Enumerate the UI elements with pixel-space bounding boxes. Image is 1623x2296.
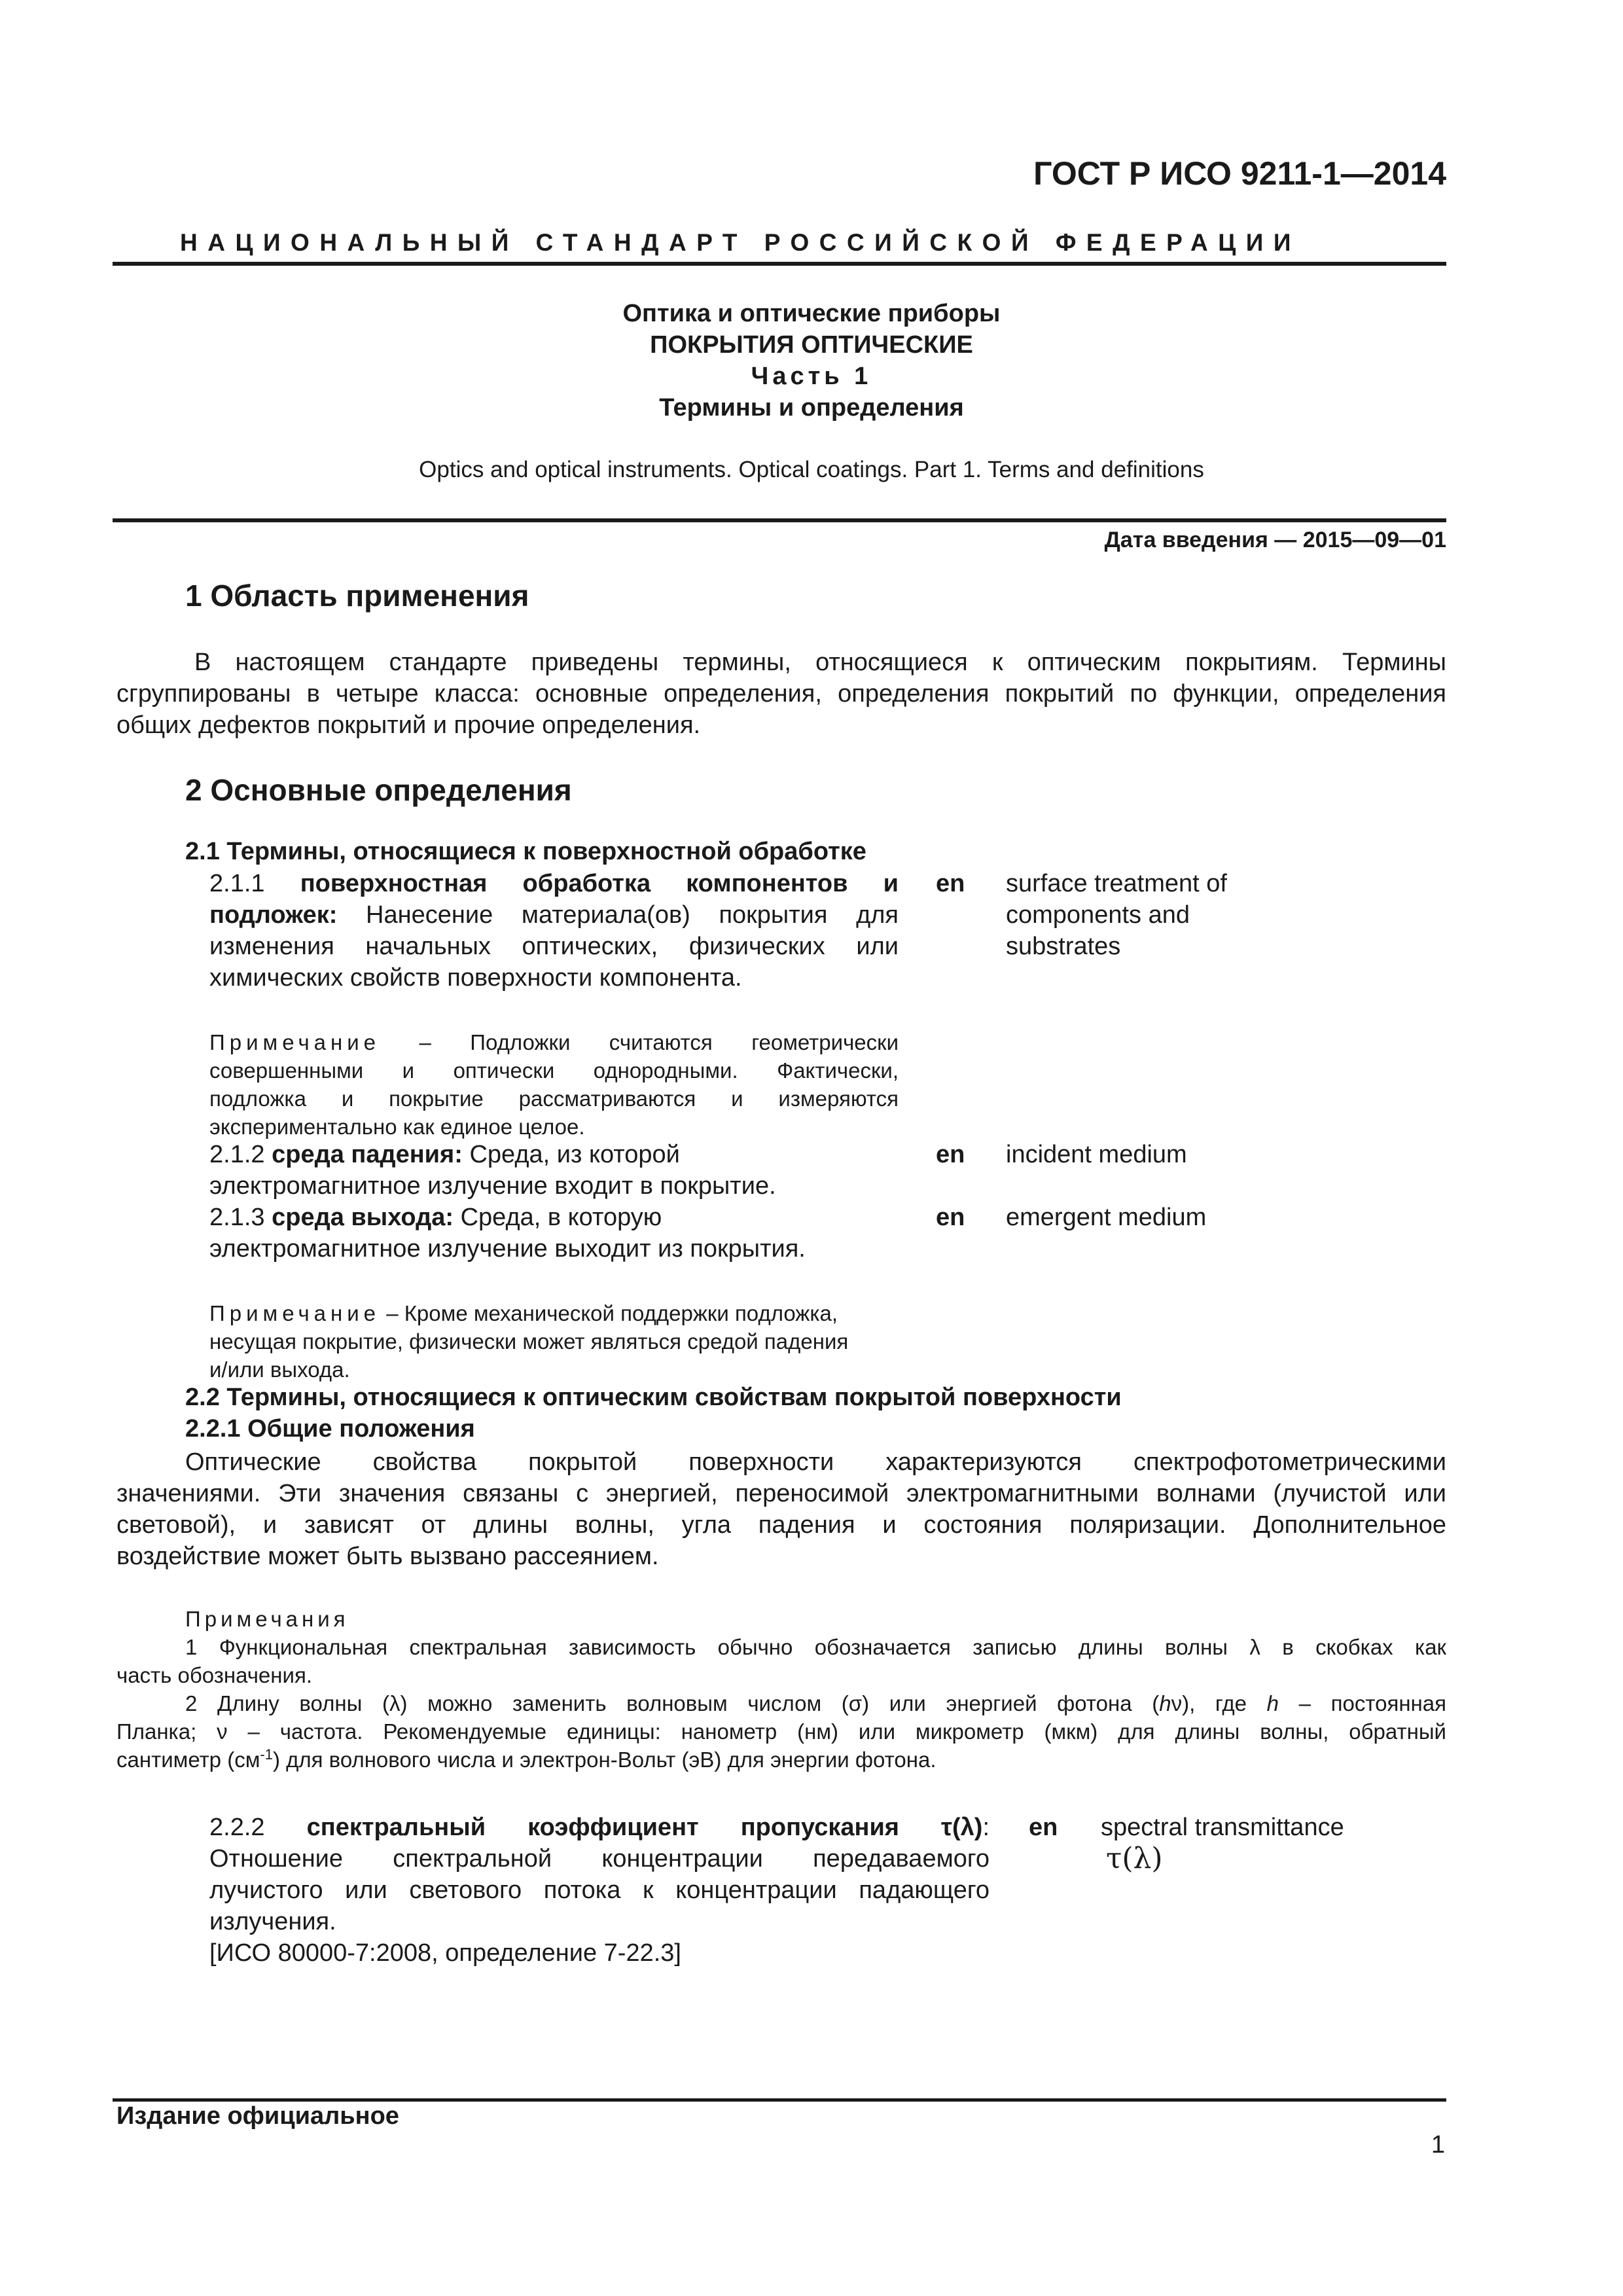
subsection-2-2-1-heading: 2.2.1 Общие положения bbox=[185, 1415, 475, 1443]
title-line-2: ПОКРЫТИЯ ОПТИЧЕСКИЕ bbox=[650, 331, 973, 359]
notes-2-text-a: 2 Длину волны (λ) можно заменить волновым числом (σ) или энергией фотона ( bbox=[185, 1691, 1160, 1715]
note-2-label: Примечание bbox=[209, 1301, 381, 1325]
notes-2-line-3 bbox=[116, 1746, 936, 1774]
term-2-1-2-lang: en bbox=[936, 1141, 965, 1168]
note-1-line-4: экспериментально как единое целое. bbox=[209, 1115, 585, 1139]
term-2-1-1-number: 2.1.1 bbox=[209, 870, 265, 897]
term-2-1-3-def-1: Среда, в которую bbox=[460, 1204, 662, 1231]
title-rule bbox=[113, 518, 1446, 522]
term-2-1-1-lang: en bbox=[936, 870, 965, 897]
page-number: 1 bbox=[1431, 2131, 1445, 2159]
note-2-line-2: несущая покрытие, физически может являться средой падения bbox=[209, 1329, 849, 1354]
term-2-1-1-en-1: surface treatment of bbox=[1006, 870, 1227, 897]
section-1-heading: 1 Область применения bbox=[185, 579, 529, 613]
notes-2-sup: -1 bbox=[260, 1746, 273, 1763]
term-2-1-1-def-2: изменения начальных оптических, физических или bbox=[209, 933, 899, 960]
header-rule bbox=[113, 262, 1446, 266]
term-2-1-2-term: среда падения: bbox=[272, 1141, 463, 1168]
term-2-1-2-line-1 bbox=[209, 1139, 680, 1170]
notes-label: Примечания bbox=[185, 1607, 349, 1631]
title-line-3: Часть 1 bbox=[751, 363, 872, 390]
note-1-line-1 bbox=[209, 1028, 899, 1056]
subsection-2-2-heading: 2.2 Термины, относящиеся к оптическим свойствам покрытой поверхности bbox=[185, 1384, 1122, 1411]
notes-2-line-2: Планка; ν – частота. Рекомендуемые единицы: нанометр (нм) или микрометр (мкм) для длины волны, обратный bbox=[116, 1719, 1446, 1744]
term-2-1-2-def-1: Среда, из которой bbox=[469, 1141, 680, 1168]
note-1-label: Примечание bbox=[209, 1030, 381, 1054]
national-standard-banner: НАЦИОНАЛЬНЫЙ СТАНДАРТ РОССИЙСКОЙ ФЕДЕРАЦИИ bbox=[180, 229, 1301, 256]
note-2-text-1: – Кроме механической поддержки подложка, bbox=[386, 1301, 838, 1325]
term-2-2-2-line-1 bbox=[209, 1812, 990, 1843]
standard-code: ГОСТ Р ИСО 9211-1—2014 bbox=[1033, 155, 1446, 192]
term-2-1-3-line-1 bbox=[209, 1202, 662, 1233]
term-2-1-1-term: поверхностная обработка компонентов и bbox=[300, 870, 899, 897]
notes-2-h-2: h bbox=[1266, 1691, 1279, 1715]
term-2-1-3-en: emergent medium bbox=[1006, 1204, 1207, 1231]
term-2-1-3-term: среда выхода: bbox=[272, 1204, 454, 1231]
term-2-1-1-en-2: components and bbox=[1006, 901, 1190, 929]
subsection-2-1-heading: 2.1 Термины, относящиеся к поверхностной обработке bbox=[185, 838, 866, 865]
section-2-2-1-line-2: значениями. Эти значения связаны с энергией, переносимой электромагнитными волнами (лучистой или bbox=[116, 1480, 1446, 1507]
term-2-1-3-number: 2.1.3 bbox=[209, 1204, 265, 1231]
term-2-1-1-en-3: substrates bbox=[1006, 933, 1121, 960]
title-line-4: Термины и определения bbox=[659, 394, 964, 422]
term-2-1-1-term-cont: подложек: bbox=[209, 901, 338, 929]
note-2-line-1 bbox=[209, 1299, 838, 1327]
section-1-line-3: общих дефектов покрытий и прочие определения. bbox=[116, 711, 701, 739]
term-2-1-2-en: incident medium bbox=[1006, 1141, 1187, 1168]
section-2-2-1-line-1: Оптические свойства покрытой поверхности характеризуются спектрофотометрическими bbox=[185, 1448, 1446, 1476]
notes-1-line-1: 1 Функциональная спектральная зависимость обычно обозначается записью длины волны λ в скобках как bbox=[185, 1635, 1446, 1659]
section-1-line-1: В настоящем стандарте приведены термины, относящиеся к оптическим покрытиям. Термины bbox=[194, 649, 1446, 676]
footer-rule bbox=[113, 2098, 1446, 2102]
term-2-2-2-term: спектральный коэффициент пропускания τ(λ) bbox=[306, 1814, 983, 1841]
notes-2-text-d: сантиметр (см bbox=[116, 1748, 260, 1772]
note-2-line-3: и/или выхода. bbox=[209, 1357, 350, 1382]
note-1-line-3: подложка и покрытие рассматриваются и измеряются bbox=[209, 1086, 899, 1111]
section-2-heading: 2 Основные определения bbox=[185, 773, 572, 807]
official-edition-label: Издание официальное bbox=[116, 2102, 399, 2130]
title-line-1: Оптика и оптические приборы bbox=[622, 300, 1001, 327]
term-2-1-1-line-1 bbox=[209, 868, 899, 899]
notes-2-text-b: ν), где bbox=[1171, 1691, 1267, 1715]
section-1-line-2: сгруппированы в четыре класса: основные определения, определения покрытий по функции, определения bbox=[116, 680, 1446, 708]
term-2-2-2-reference: [ИСО 80000-7:2008, определение 7-22.3] bbox=[209, 1939, 681, 1967]
term-2-1-2-number: 2.1.2 bbox=[209, 1141, 265, 1168]
notes-1-line-2: часть обозначения. bbox=[116, 1663, 312, 1687]
title-english: Optics and optical instruments. Optical coatings. Part 1. Terms and definitions bbox=[419, 457, 1204, 482]
section-2-2-1-line-3: световой), и зависят от длины волны, угла падения и состояния поляризации. Дополнительное bbox=[116, 1511, 1446, 1539]
notes-2-text-e: ) для волнового числа и электрон-Вольт (эВ) для энергии фотона. bbox=[272, 1748, 936, 1772]
term-2-1-3-def-2: электромагнитное излучение выходит из покрытия. bbox=[209, 1235, 806, 1263]
note-1-text-1: – Подложки считаются геометрически bbox=[419, 1030, 899, 1054]
term-2-2-2-def-2: лучистого или светового потока к концентрации падающего bbox=[209, 1876, 990, 1904]
notes-2-h: h bbox=[1159, 1691, 1171, 1715]
term-2-2-2-en: spectral transmittance bbox=[1101, 1814, 1344, 1841]
note-1-line-2: совершенными и оптически однородными. Фактически, bbox=[209, 1058, 899, 1083]
term-2-2-2-number: 2.2.2 bbox=[209, 1814, 265, 1841]
section-2-2-1-line-4: воздействие может быть вызвано рассеянием. bbox=[116, 1543, 659, 1570]
term-2-2-2-colon: : bbox=[982, 1814, 990, 1841]
introduction-date: Дата введения — 2015—09—01 bbox=[1104, 528, 1446, 552]
term-2-2-2-def-1: Отношение спектральной концентрации передаваемого bbox=[209, 1845, 990, 1873]
term-2-1-1-line-2 bbox=[209, 899, 899, 931]
term-2-2-2-lang: en bbox=[1029, 1814, 1058, 1841]
notes-2-line-1 bbox=[185, 1689, 1446, 1717]
term-2-2-2-symbol: τ(λ) bbox=[1106, 1842, 1163, 1875]
term-2-1-1-def-1: Нанесение материала(ов) покрытия для bbox=[366, 901, 899, 929]
term-2-1-3-lang: en bbox=[936, 1204, 965, 1231]
term-2-1-1-def-3: химических свойств поверхности компонента. bbox=[209, 964, 742, 992]
term-2-1-2-def-2: электромагнитное излучение входит в покрытие. bbox=[209, 1172, 776, 1200]
term-2-2-2-def-3: излучения. bbox=[209, 1908, 336, 1935]
notes-2-text-c: – постоянная bbox=[1279, 1691, 1446, 1715]
